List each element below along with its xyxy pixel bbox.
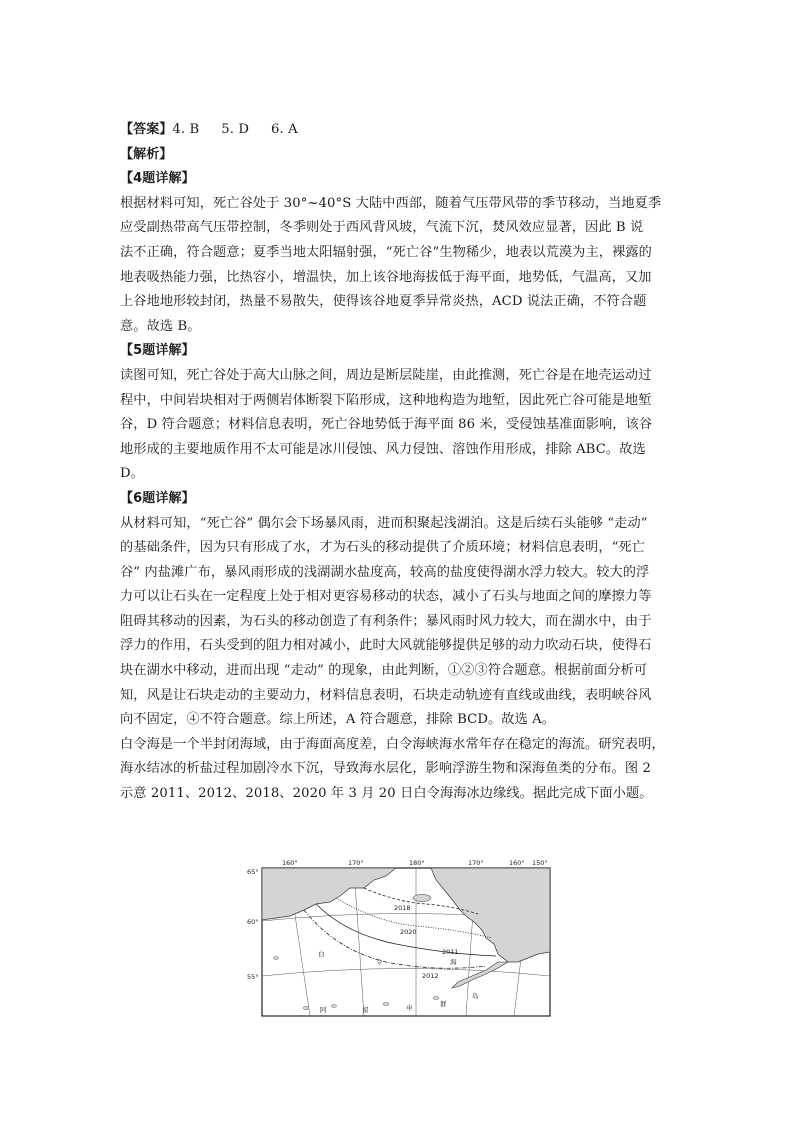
island-label: 群 bbox=[440, 1000, 447, 1008]
q6-line: 阻碍其移动的因素，为石头的移动创造了有利条件；暴风雨时风力较大，而在湖水中，由于 bbox=[120, 613, 652, 629]
q4-heading: 【4题详解】 bbox=[120, 171, 195, 187]
q6-line: 向不固定，④不符合题意。综上所述，A 符合题意，排除 BCD。故选 A。 bbox=[120, 712, 556, 728]
lon-label: 160° bbox=[509, 859, 525, 867]
q6-line: 知，风是让石块走动的主要动力，材料信息表明，石块走动轨迹有直线或曲线，表明峡谷风 bbox=[120, 687, 652, 703]
q6-line: 力可以让石头在一定程度上处于相对更容易移动的状态，减小了石头与地面之间的摩擦力等 bbox=[120, 589, 652, 605]
lon-label: 170° bbox=[348, 859, 364, 867]
year-label: 2020 bbox=[400, 928, 417, 936]
answer-item: 4. B bbox=[172, 122, 200, 137]
q4-line: 地表吸热能力强，比热容小，增温快，加上该谷地海拔低于海平面，地势低，气温高，又加 bbox=[120, 269, 652, 285]
q4-line: 根据材料可知，死亡谷处于 30°~40°S 大陆中西部，随着气压带风带的季节移动，当地夏季 bbox=[120, 195, 662, 211]
q5-line: 程中，中间岩块相对于两侧岩体断裂下陷形成，这种地构造为地堑，因此死亡谷可能是地堑 bbox=[120, 392, 652, 408]
lat-label: 55° bbox=[247, 973, 259, 981]
land-island bbox=[303, 1006, 309, 1009]
bering-sea-ice-map bbox=[246, 858, 556, 1026]
answer-item: 6. A bbox=[271, 122, 298, 137]
answer-label: 【答案】 bbox=[120, 122, 173, 137]
land-island bbox=[413, 895, 431, 902]
q6-heading: 【6题详解】 bbox=[120, 490, 195, 506]
lon-label: 180° bbox=[409, 859, 425, 867]
q6-line: 从材料可知，“死亡谷” 偶尔会下场暴风雨，进而积聚起浅湖泊。这是后续石头能够 “走动” bbox=[120, 515, 648, 531]
lon-label: 160° bbox=[282, 859, 298, 867]
q5-heading: 【5题详解】 bbox=[120, 343, 195, 359]
land-island bbox=[433, 997, 439, 1000]
intro-line: 海水结冰的析盐过程加剧冷水下沉，导致海水层化，影响浮游生物和深海鱼类的分布。图 2 bbox=[120, 761, 651, 777]
map-svg bbox=[246, 858, 556, 1026]
lon-label: 170° bbox=[468, 859, 484, 867]
answer-line bbox=[120, 118, 680, 143]
document-page bbox=[120, 118, 680, 807]
year-label: 2018 bbox=[394, 904, 411, 912]
island-label: 留 bbox=[362, 1006, 369, 1014]
sea-label: 令 bbox=[376, 958, 383, 966]
island-label: 阿 bbox=[320, 1006, 327, 1014]
sea-label: 白 bbox=[318, 950, 325, 958]
q4-line: 应受副热带高气压带控制，冬季则处于西风背风坡，气流下沉，焚风效应显著，因此 B 说 bbox=[120, 220, 644, 236]
island-label: 申 bbox=[406, 1004, 413, 1012]
island-label: 岛 bbox=[472, 992, 479, 1000]
land-island bbox=[383, 1003, 389, 1006]
land-island bbox=[274, 957, 279, 960]
land-island bbox=[332, 1005, 337, 1008]
q6-line: 浮力的作用，石头受到的阻力相对减小，此时大风就能够提供足够的动力吹动石块，使得石 bbox=[120, 638, 652, 654]
q5-line: D。 bbox=[120, 466, 144, 482]
year-label: 2012 bbox=[422, 972, 439, 980]
q5-line: 谷，D 符合题意；材料信息表明，死亡谷地势低于海平面 86 米，受侵蚀基准面影响，该谷 bbox=[120, 417, 653, 433]
intro-line: 白令海是一个半封闭海域，由于海面高度差，白令海峡海水常年存在稳定的海流。研究表明， bbox=[120, 736, 665, 752]
intro-line: 示意 2011、2012、2018、2020 年 3 月 20 日白令海海冰边缘线。据此完成下面小题。 bbox=[120, 786, 653, 802]
analysis-heading: 【解析】 bbox=[120, 146, 173, 162]
lat-label: 60° bbox=[247, 918, 259, 926]
q5-line: 读图可知，死亡谷处于高大山脉之间，周边是断层陡崖，由此推测，死亡谷是在地壳运动过 bbox=[120, 367, 652, 383]
year-label: 2011 bbox=[442, 948, 459, 956]
q4-line: 上谷地地形较封闭，热量不易散失，使得该谷地夏季异常炎热，ACD 说法正确，不符合题 bbox=[120, 294, 647, 310]
q5-line: 地形成的主要地质作用不太可能是冰川侵蚀、风力侵蚀、溶蚀作用形成，排除 ABC。故选 bbox=[120, 441, 646, 457]
sea-label: 海 bbox=[450, 958, 457, 966]
q6-line: 的基础条件，因为只有形成了水，才为石头的移动提供了介质环境；材料信息表明，“死亡 bbox=[120, 540, 646, 556]
answer-item: 5. D bbox=[221, 122, 250, 137]
lon-label: 150° bbox=[532, 859, 548, 867]
q6-line: 谷” 内盐滩广布，暴风雨形成的浅湖湖水盐度高，较高的盐度使得湖水浮力较大。较大的浮 bbox=[120, 564, 650, 580]
q6-line: 块在湖水中移动，进而出现 “走动” 的现象，由此判断，①②③符合题意。根据前面分析可 bbox=[120, 663, 648, 679]
q4-line: 意。故选 B。 bbox=[120, 318, 201, 334]
q4-line: 法不正确，符合题意；夏季当地太阳辐射强，“死亡谷”生物稀少，地表以荒漠为主，裸露的 bbox=[120, 244, 652, 260]
lat-label: 65° bbox=[247, 868, 259, 876]
